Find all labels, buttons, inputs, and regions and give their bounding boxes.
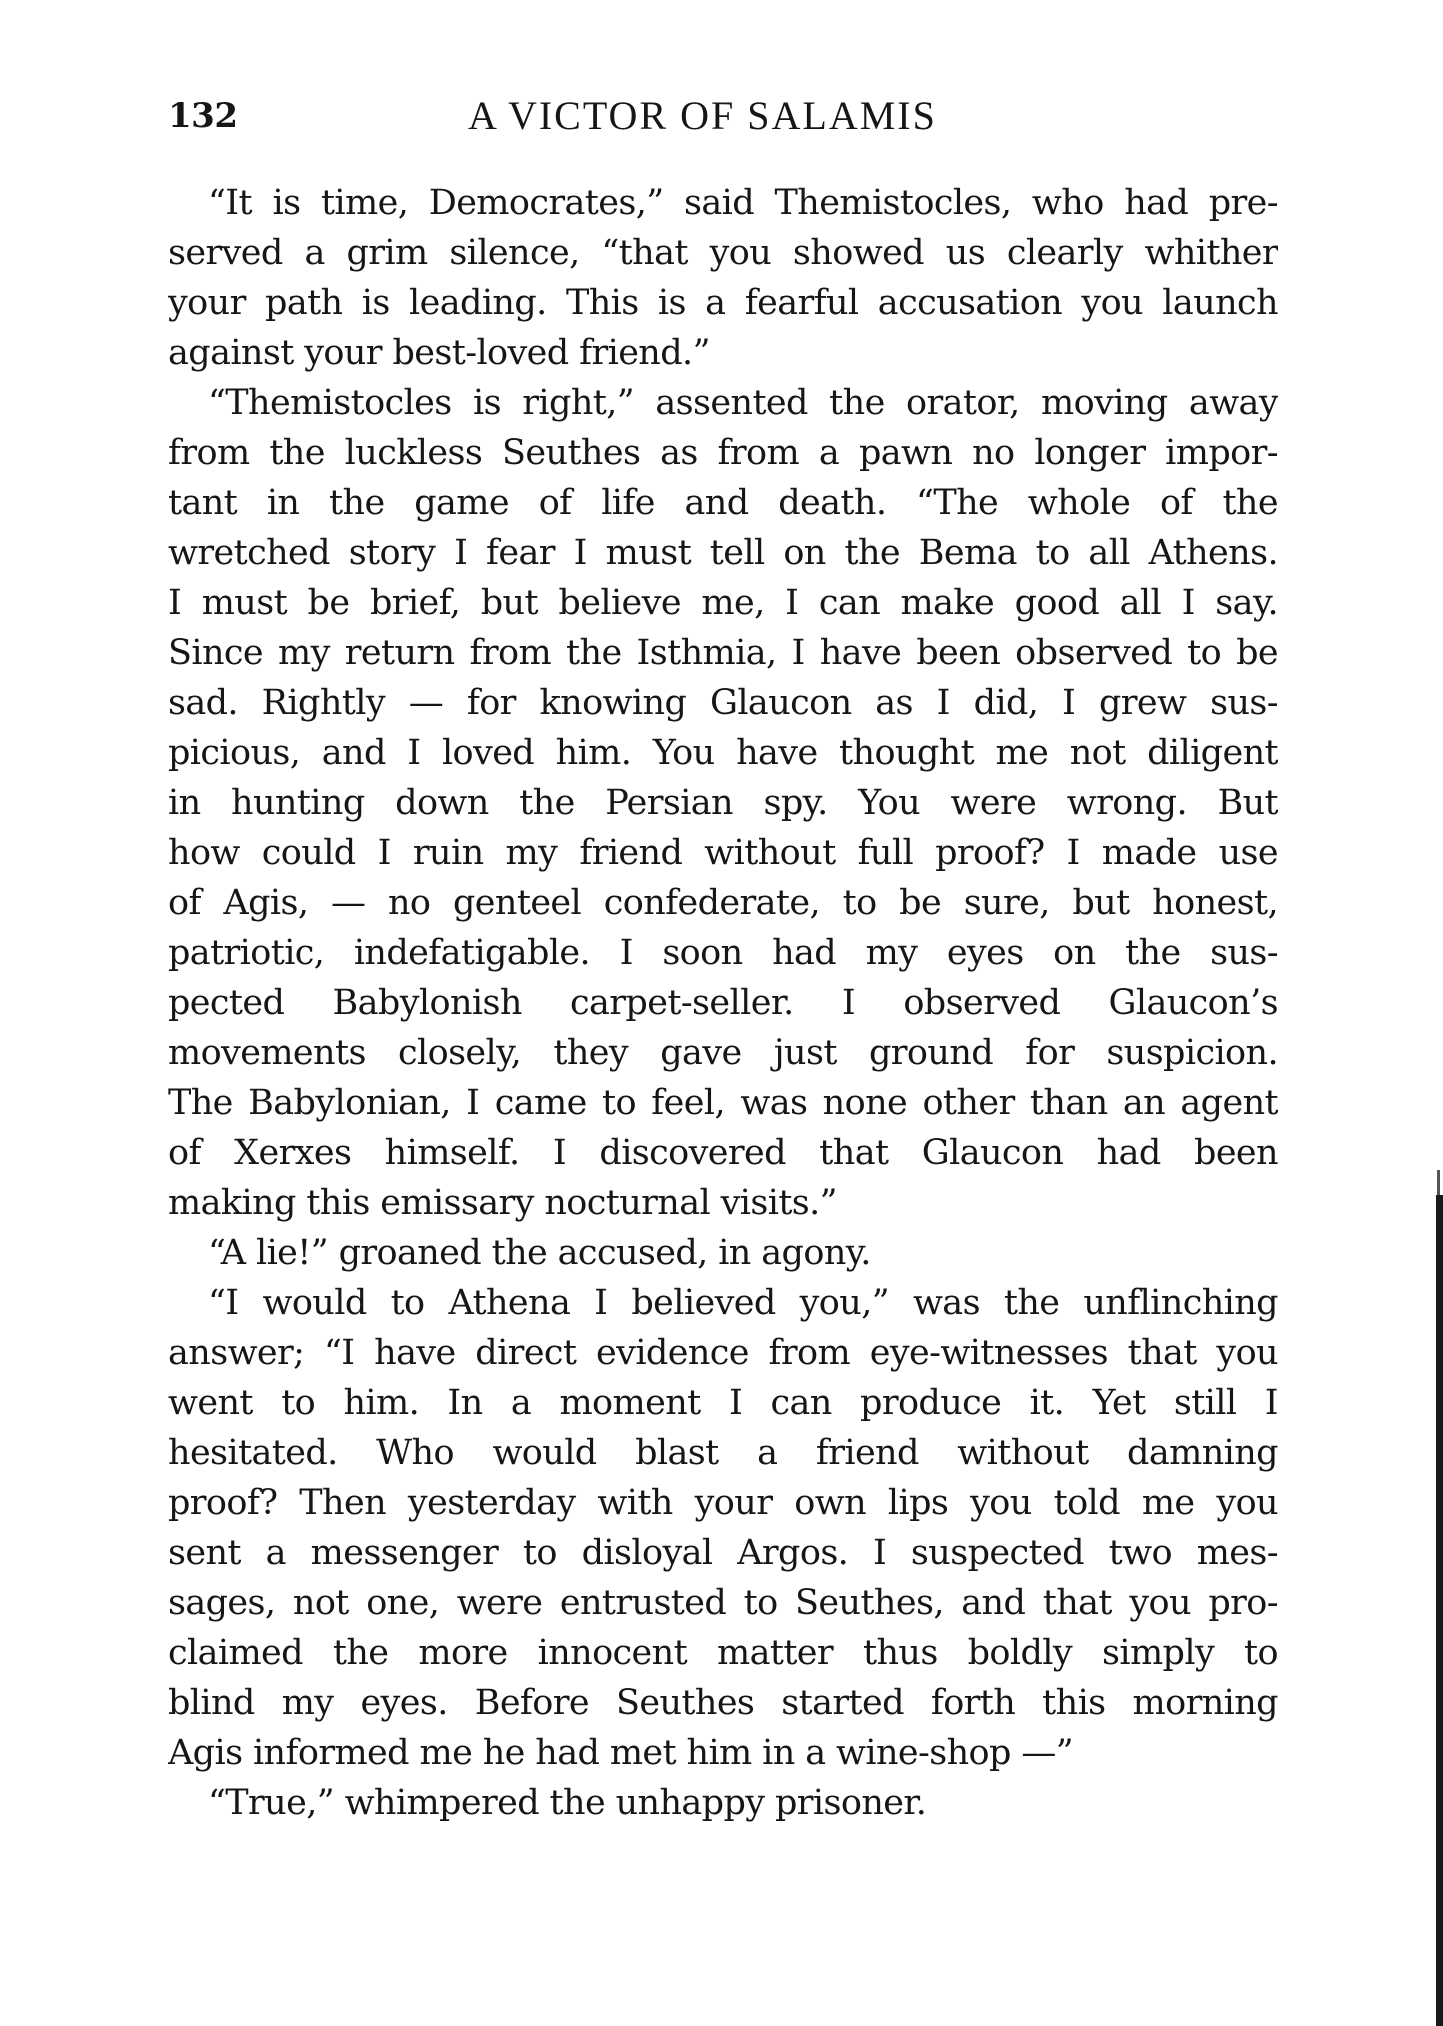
page-header xyxy=(168,92,1278,148)
text-line: wretched story I fear I must tell on the Bema to all Athens. xyxy=(168,533,1278,573)
text-line: proof? Then yesterday with your own lips you told me you xyxy=(168,1483,1278,1523)
text-line: claimed the more innocent matter thus boldly simply to xyxy=(168,1633,1278,1673)
text-line: sent a messenger to disloyal Argos. I suspected two mes- xyxy=(168,1533,1278,1573)
text-line: “True,” whimpered the unhappy prisoner. xyxy=(208,1783,927,1823)
body-text xyxy=(168,178,1278,1828)
text-line: “I would to Athena I believed you,” was the unflinching xyxy=(208,1283,1278,1323)
text-line: “Themistocles is right,” assented the orator, moving away xyxy=(208,383,1278,423)
text-line: Since my return from the Isthmia, I have been observed to be xyxy=(168,633,1278,673)
text-line: of Xerxes himself. I discovered that Glaucon had been xyxy=(168,1133,1278,1173)
text-line: The Babylonian, I came to feel, was none other than an agent xyxy=(168,1083,1278,1123)
text-line: sad. Rightly — for knowing Glaucon as I did, I grew sus- xyxy=(168,683,1278,723)
text-line: tant in the game of life and death. “The whole of the xyxy=(168,483,1278,523)
text-line: pected Babylonish carpet-seller. I observed Glaucon’s xyxy=(168,983,1278,1023)
text-line: sages, not one, were entrusted to Seuthes, and that you pro- xyxy=(168,1583,1278,1623)
text-line: your path is leading. This is a fearful accusation you launch xyxy=(168,283,1278,323)
text-line: I must be brief, but believe me, I can make good all I say. xyxy=(168,583,1278,623)
text-line: served a grim silence, “that you showed us clearly whither xyxy=(168,233,1278,273)
text-line: in hunting down the Persian spy. You were wrong. But xyxy=(168,783,1278,823)
text-line: of Agis, — no genteel confederate, to be sure, but honest, xyxy=(168,883,1278,923)
text-line: went to him. In a moment I can produce it. Yet still I xyxy=(168,1383,1278,1423)
text-line: blind my eyes. Before Seuthes started forth this morning xyxy=(168,1683,1278,1723)
running-title: A VICTOR OF SALAMIS xyxy=(468,93,937,138)
page-number: 132 xyxy=(168,96,238,136)
text-line: “A lie!” groaned the accused, in agony. xyxy=(208,1233,871,1273)
scan-edge-mark xyxy=(1437,1170,1440,1195)
text-line: movements closely, they gave just ground for suspicion. xyxy=(168,1033,1278,1073)
text-line: Agis informed me he had met him in a wine-shop —” xyxy=(168,1733,1074,1773)
text-line: “It is time, Democrates,” said Themistocles, who had pre- xyxy=(208,183,1278,223)
text-line: from the luckless Seuthes as from a pawn no longer impor- xyxy=(168,433,1278,473)
text-line: hesitated. Who would blast a friend without damning xyxy=(168,1433,1278,1473)
scan-edge-shadow xyxy=(1436,1195,1443,2026)
text-line: answer; “I have direct evidence from eye-witnesses that you xyxy=(168,1333,1278,1373)
text-line: making this emissary nocturnal visits.” xyxy=(168,1183,837,1223)
text-line: patriotic, indefatigable. I soon had my eyes on the sus- xyxy=(168,933,1278,973)
text-line: picious, and I loved him. You have thought me not diligent xyxy=(168,733,1278,773)
text-line: against your best-loved friend.” xyxy=(168,333,710,373)
text-line: how could I ruin my friend without full proof? I made use xyxy=(168,833,1278,873)
